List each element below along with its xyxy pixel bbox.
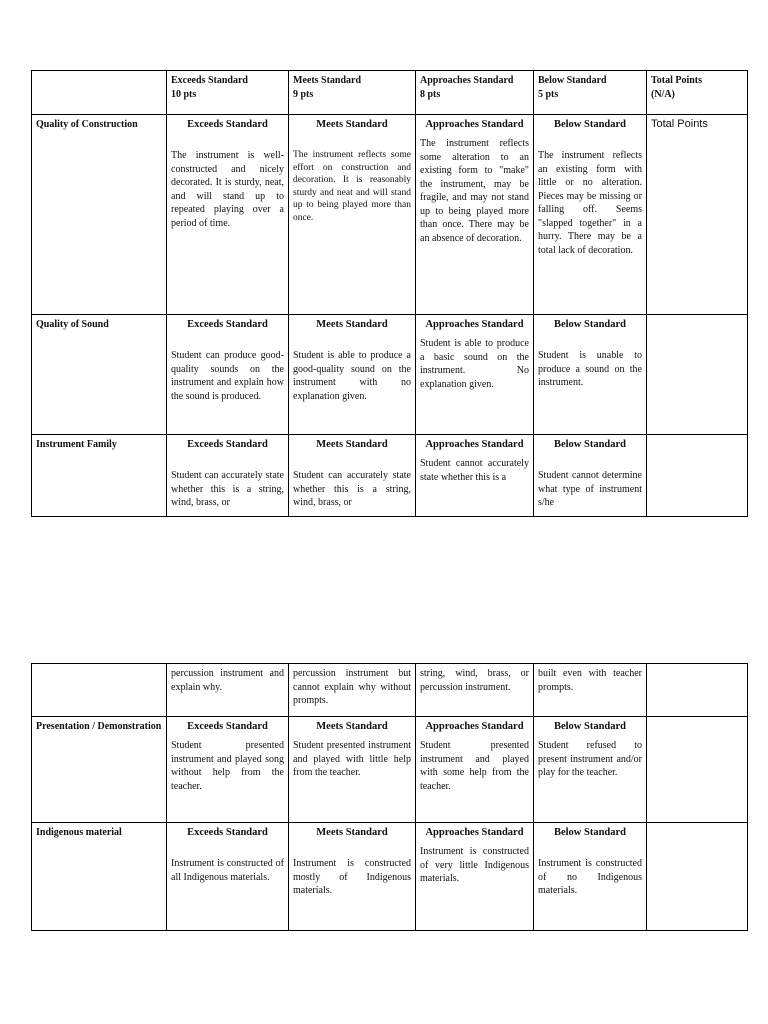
table-row-sound	[32, 315, 748, 435]
description: Instrument is constructed of no Indigenous materials.	[538, 858, 642, 896]
header-level-label: Below Standard	[538, 75, 607, 86]
level-label: Approaches Standard	[425, 439, 524, 450]
description: The instrument reflects an existing form with little or no alteration. Pieces may be missing or falling off. Seems "slapped together" in a hurry. There may be a total lack of decoration.	[538, 150, 642, 256]
description: Student presented instrument and played with some help from the teacher.	[420, 740, 529, 792]
cell-total	[647, 315, 748, 435]
cell-exceeds	[167, 435, 289, 517]
description: The instrument is well-constructed and nicely decorated. It is sturdy, neat, and will stand up to repeated playing over a period of time.	[171, 150, 284, 229]
total-points-label: Total Points	[651, 118, 708, 130]
header-level-pts: 5 pts	[538, 88, 559, 100]
cell-approaches	[416, 315, 534, 435]
description: Student can accurately state whether this is a string, wind, brass, or	[171, 470, 284, 508]
cell-approaches	[416, 664, 534, 717]
criterion-label: Indigenous material	[32, 823, 167, 931]
cell-total	[647, 664, 748, 717]
header-below	[534, 71, 647, 115]
cell-exceeds	[167, 664, 289, 717]
cell-meets	[289, 823, 416, 931]
description: The instrument reflects some effort on construction and decoration. It is reasonably sturdy and neat and will stand up to being played more than once.	[293, 150, 411, 223]
description: Student is able to produce a good-quality sound on the instrument with no explanation given.	[293, 350, 411, 402]
description: Instrument is constructed mostly of Indigenous materials.	[293, 858, 411, 896]
level-label: Meets Standard	[316, 439, 388, 450]
header-level-pts: 9 pts	[293, 88, 314, 100]
level-label: Approaches Standard	[425, 319, 524, 330]
level-label: Below Standard	[553, 319, 627, 330]
header-exceeds	[167, 71, 289, 115]
rubric-table-page-2	[31, 663, 748, 931]
cell-total	[647, 115, 748, 315]
cell-below	[534, 664, 647, 717]
level-label: Approaches Standard	[425, 119, 524, 130]
table-row-family-continued	[32, 664, 748, 717]
level-label: Meets Standard	[316, 319, 388, 330]
cell-below	[534, 115, 647, 315]
level-label: Meets Standard	[316, 119, 388, 130]
cell-meets	[289, 435, 416, 517]
header-level-label: Total Points	[651, 75, 703, 86]
cell-meets	[289, 717, 416, 823]
description: Instrument is constructed of very little Indigenous materials.	[420, 846, 529, 884]
header-total	[647, 71, 748, 115]
description: Instrument is constructed of all Indigenous materials.	[171, 858, 284, 883]
level-label: Exceeds Standard	[187, 721, 268, 732]
cell-total	[647, 823, 748, 931]
level-label: Meets Standard	[316, 721, 388, 732]
level-label: Exceeds Standard	[187, 119, 268, 130]
header-level-pts: 10 pts	[171, 88, 197, 100]
level-label: Exceeds Standard	[187, 319, 268, 330]
cell-below	[534, 823, 647, 931]
criterion-label: Instrument Family	[32, 435, 167, 517]
cell-below	[534, 717, 647, 823]
level-label: Below Standard	[553, 439, 627, 450]
header-meets	[289, 71, 416, 115]
description: Student presented instrument and played with little help from the teacher.	[293, 740, 411, 778]
cell-total	[647, 435, 748, 517]
criterion-label: Quality of Construction	[32, 115, 167, 315]
cell-meets	[289, 664, 416, 717]
description: percussion instrument and explain why.	[171, 668, 284, 693]
cell-approaches	[416, 823, 534, 931]
rubric-table-page-1	[31, 70, 748, 517]
criterion-label: Presentation / Demonstration	[32, 717, 167, 823]
description: percussion instrument but cannot explain why without prompts.	[293, 668, 411, 706]
cell-exceeds	[167, 823, 289, 931]
description: Student is able to produce a basic sound on the instrument. No explanation given.	[420, 338, 529, 390]
level-label: Below Standard	[553, 721, 627, 732]
header-level-pts: 8 pts	[420, 88, 441, 100]
cell-exceeds	[167, 115, 289, 315]
description: built even with teacher prompts.	[538, 668, 642, 693]
description: The instrument reflects some alteration to an existing form to "make" the instrument, may be fragile, and may not stand up to being played more than once. There may be an absence of decoration.	[420, 138, 529, 244]
level-label: Exceeds Standard	[187, 439, 268, 450]
header-level-label: Meets Standard	[293, 75, 362, 86]
cell-below	[534, 315, 647, 435]
table-row-construction	[32, 115, 748, 315]
description: string, wind, brass, or percussion instrument.	[420, 668, 529, 693]
description: Student can accurately state whether this is a string, wind, brass, or	[293, 470, 411, 508]
cell-approaches	[416, 115, 534, 315]
criterion-empty-cell	[32, 664, 167, 717]
cell-exceeds	[167, 717, 289, 823]
level-label: Approaches Standard	[425, 827, 524, 838]
level-label: Below Standard	[553, 119, 627, 130]
description: Student refused to present instrument and/or play for the teacher.	[538, 740, 642, 778]
cell-exceeds	[167, 315, 289, 435]
cell-below	[534, 435, 647, 517]
level-label: Approaches Standard	[425, 721, 524, 732]
level-label: Exceeds Standard	[187, 827, 268, 838]
cell-total	[647, 717, 748, 823]
header-level-label: Approaches Standard	[420, 75, 514, 86]
header-approaches	[416, 71, 534, 115]
description: Student can produce good-quality sounds on the instrument and explain how the sound is produced.	[171, 350, 284, 402]
table-row-presentation	[32, 717, 748, 823]
table-row-family	[32, 435, 748, 517]
header-level-pts: (N/A)	[651, 88, 675, 100]
cell-approaches	[416, 435, 534, 517]
cell-approaches	[416, 717, 534, 823]
table-row-indigenous	[32, 823, 748, 931]
header-level-label: Exceeds Standard	[171, 75, 248, 86]
header-row	[32, 71, 748, 115]
description: Student cannot accurately state whether this is a	[420, 458, 529, 483]
description: Student is unable to produce a sound on the instrument.	[538, 350, 642, 388]
header-empty-cell	[32, 71, 167, 115]
level-label: Meets Standard	[316, 827, 388, 838]
description: Student cannot determine what type of instrument s/he	[538, 470, 642, 508]
description: Student presented instrument and played song without help from the teacher.	[171, 740, 284, 792]
cell-meets	[289, 315, 416, 435]
cell-meets	[289, 115, 416, 315]
level-label: Below Standard	[553, 827, 627, 838]
criterion-label: Quality of Sound	[32, 315, 167, 435]
